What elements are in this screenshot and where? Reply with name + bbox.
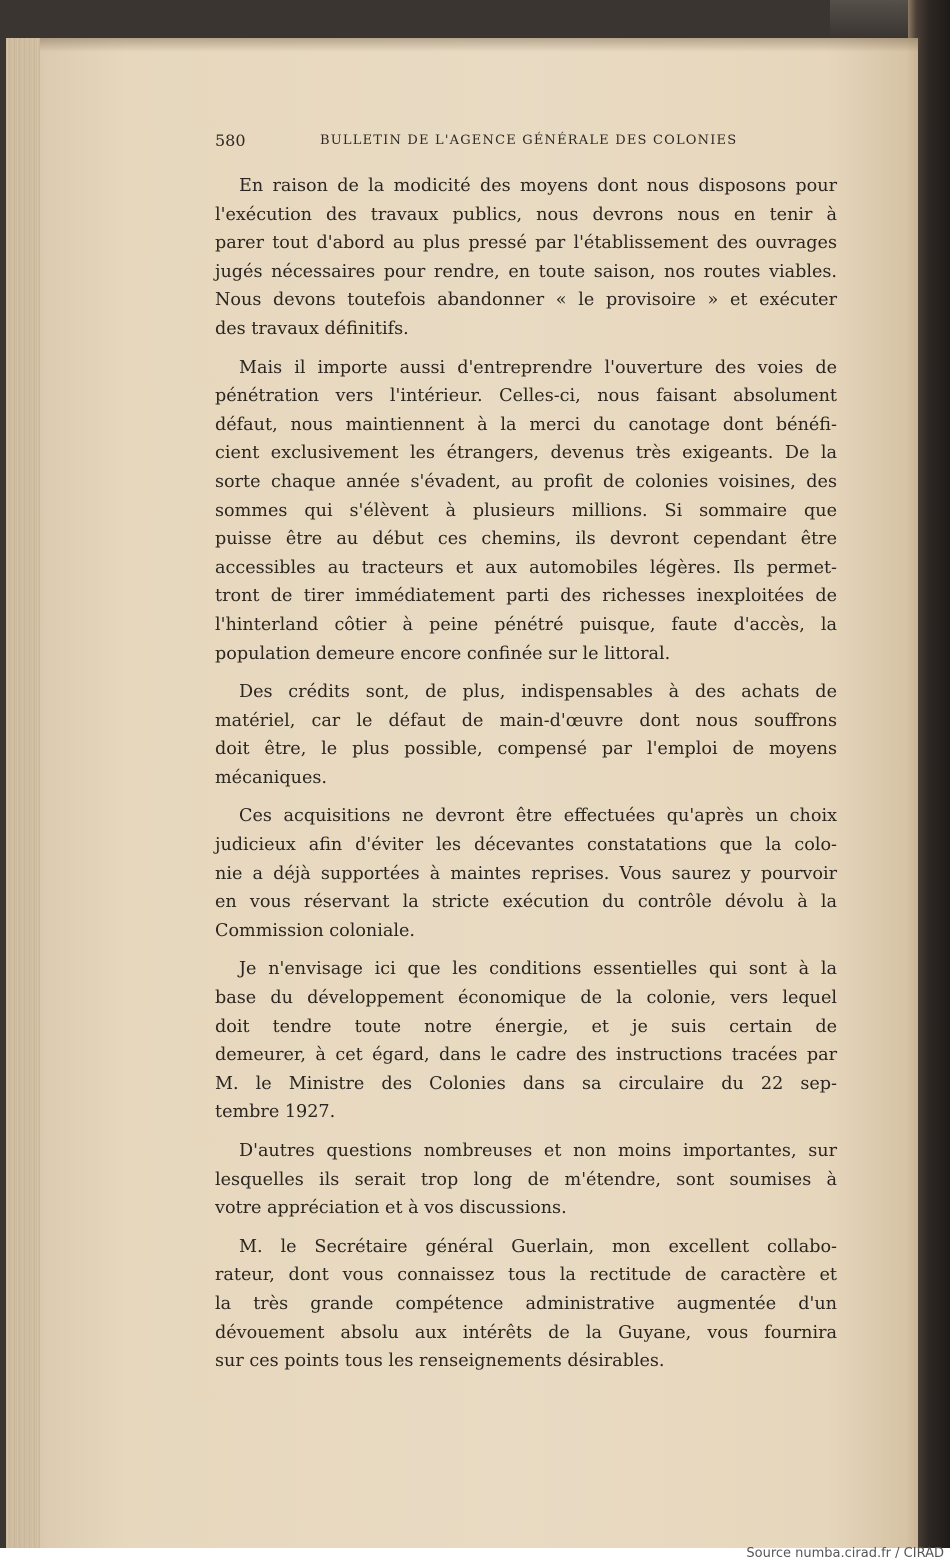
text-line: demeurer, à cet égard, dans le cadre des instructions tracées par	[215, 1045, 837, 1066]
paragraph-5	[215, 955, 837, 1127]
text-line: la très grande compétence administrative augmentée d'un	[215, 1293, 837, 1314]
text-line: jugés nécessaires pour rendre, en toute saison, nos routes viables.	[215, 261, 837, 282]
page-top-shadow	[40, 38, 920, 52]
text-line: sorte chaque année s'évadent, au profit de colonies voisines, des	[215, 471, 837, 492]
running-title: BULLETIN DE L'AGENCE GÉNÉRALE DES COLONIES	[320, 133, 738, 148]
page-number: 580	[215, 131, 246, 150]
text-line: défaut, nous maintiennent à la merci du canotage dont bénéfi-	[215, 414, 837, 435]
text-line: puisse être au début ces chemins, ils devront cependant être	[215, 529, 837, 550]
text-line: judicieux afin d'éviter les décevantes constatations que la colo-	[215, 835, 837, 856]
text-line: population demeure encore confinée sur le littoral.	[215, 643, 671, 664]
text-line: nie a déjà supportées à maintes reprises. Vous saurez y pourvoir	[215, 863, 837, 884]
text-line: mécaniques.	[215, 767, 328, 788]
text-line: cient exclusivement les étrangers, devenus très exigeants. De la	[215, 443, 837, 464]
text-line: D'autres questions nombreuses et non moins importantes, sur	[239, 1141, 837, 1161]
text-line: lesquelles ils serait trop long de m'étendre, sont soumises à	[215, 1169, 837, 1190]
text-line: sur ces points tous les renseignements désirables.	[215, 1351, 665, 1372]
paragraph-6	[215, 1137, 837, 1223]
page-header	[215, 131, 775, 153]
text-line: sommes qui s'élèvent à plusieurs millions. Si sommaire que	[215, 500, 837, 521]
paragraph-2	[215, 354, 837, 669]
text-line: l'hinterland côtier à peine pénétré puisque, faute d'accès, la	[215, 614, 837, 635]
text-line: parer tout d'abord au plus pressé par l'établissement des ouvrages	[215, 233, 837, 254]
text-line: tembre 1927.	[215, 1102, 336, 1123]
paragraph-4	[215, 802, 837, 945]
text-line: l'exécution des travaux publics, nous devrons nous en tenir à	[215, 204, 837, 225]
text-line: dévouement absolu aux intérêts de la Guyane, vous fournira	[215, 1322, 837, 1343]
paragraph-1	[215, 172, 837, 344]
source-credit: Source numba.cirad.fr / CIRAD	[746, 1546, 944, 1561]
text-line: matériel, car le défaut de main-d'œuvre dont nous souffrons	[215, 710, 837, 731]
text-line: Je n'envisage ici que les conditions essentielles qui sont à la	[239, 959, 837, 980]
text-line: Mais il importe aussi d'entreprendre l'ouverture des voies de	[239, 357, 837, 378]
text-line: accessibles au tracteurs et aux automobiles légères. Ils permet-	[215, 557, 837, 578]
text-line: M. le Secrétaire général Guerlain, mon excellent collabo-	[239, 1236, 837, 1257]
paragraph-3	[215, 678, 837, 792]
text-line: Commission coloniale.	[215, 920, 415, 941]
text-line: doit être, le plus possible, compensé par l'emploi de moyens	[215, 739, 837, 760]
body-text	[215, 172, 837, 1386]
text-line: Nous devons toutefois abandonner « le provisoire » et exécuter	[215, 290, 837, 311]
text-line: votre appréciation et à vos discussions.	[215, 1198, 567, 1219]
text-line: Ces acquisitions ne devront être effectuées qu'après un choix	[239, 806, 837, 827]
text-line: M. le Ministre des Colonies dans sa circulaire du 22 sep-	[215, 1073, 837, 1094]
text-line: des travaux définitifs.	[215, 318, 409, 339]
text-line: Des crédits sont, de plus, indispensables à des achats de	[239, 682, 837, 703]
text-line: rateur, dont vous connaissez tous la rectitude de caractère et	[215, 1265, 837, 1286]
text-line: en vous réservant la stricte exécution du contrôle dévolu à la	[215, 892, 837, 913]
text-line: tront de tirer immédiatement parti des richesses inexploitées de	[215, 586, 837, 607]
text-line: En raison de la modicité des moyens dont nous disposons pour	[239, 176, 837, 196]
text-line: base du développement économique de la colonie, vers lequel	[215, 988, 837, 1009]
text-line: pénétration vers l'intérieur. Celles-ci, nous faisant absolument	[215, 386, 837, 407]
page-edges	[6, 38, 40, 1548]
text-line: doit tendre toute notre énergie, et je suis certain de	[215, 1016, 837, 1037]
paragraph-7	[215, 1233, 837, 1376]
